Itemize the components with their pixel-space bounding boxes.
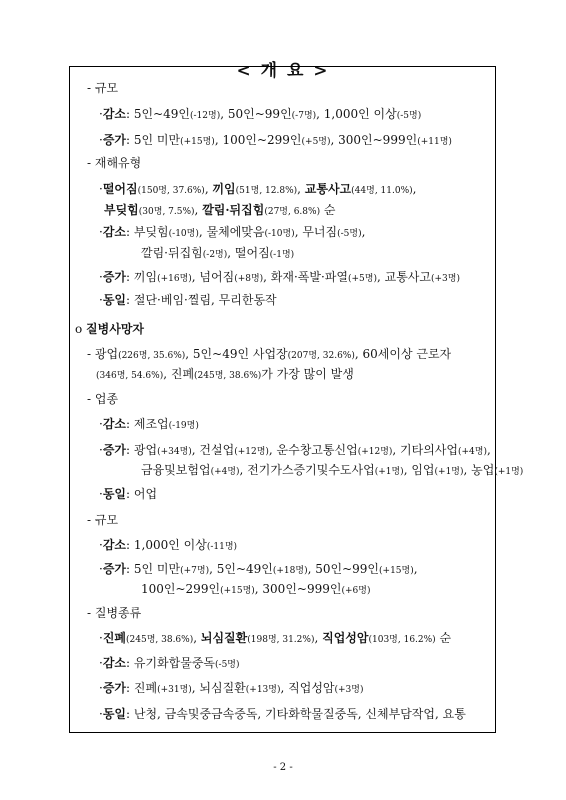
text-line: - 재해유형 — [87, 156, 142, 170]
text-line: (346명, 54.6%), 진폐(245명, 38.6%)가 가장 많이 발생 — [96, 367, 354, 381]
text-line: ·동일: 절단·베임·찔림, 무리한동작 — [99, 293, 277, 307]
page-number: - 2 - — [273, 762, 293, 773]
text-line: ·증가: 진폐(+31명), 뇌심질환(+13명), 직업성암(+3명) — [99, 681, 364, 695]
text-line: - 업종 — [87, 392, 119, 406]
text-line: ·감소: 부딪힘(-10명), 물체에맞음(-10명), 무너짐(-5명), — [99, 225, 366, 239]
text-line: ·감소: 1,000인 이상(-11명) — [99, 538, 238, 552]
text-line: ·증가: 끼임(+16명), 넘어짐(+8명), 화재·폭발·파열(+5명), 교통사고(+3명) — [99, 270, 460, 284]
text-line: ·동일: 난청, 금속및중금속중독, 기타화학물질중독, 신체부담작업, 요통 — [99, 707, 466, 721]
text-line: - 광업(226명, 35.6%), 5인~49인 사업장(207명, 32.6%), 60세이상 근로자 — [87, 347, 452, 361]
page-title: < 개 요 > — [0, 56, 566, 81]
text-line: ·진폐(245명, 38.6%), 뇌심질환(198명, 31.2%), 직업성암(103명, 16.2%) 순 — [99, 631, 452, 645]
text-line: ·감소: 제조업(-19명) — [99, 417, 199, 431]
text-line: ·감소: 유기화합물중독(-5명) — [99, 656, 240, 670]
text-line: 깔림·뒤집힘(-2명), 떨어짐(-1명) — [141, 246, 295, 260]
text-line: ·감소: 5인~49인(-12명), 50인~99인(-7명), 1,000인 이상(-5명) — [99, 107, 422, 121]
text-line: 부딪힘(30명, 7.5%), 깔림·뒤집힘(27명, 6.8%) 순 — [104, 203, 336, 217]
text-line: ·증가: 5인 미만(+7명), 5인~49인(+18명), 50인~99인(+15명), — [99, 562, 418, 576]
text-line: ·증가: 광업(+34명), 건설업(+12명), 운수창고통신업(+12명), 기타의사업(+4명), — [99, 443, 491, 457]
text-line: 100인~299인(+15명), 300인~999인(+6명) — [141, 582, 371, 596]
text-line: 금융및보험업(+4명), 전기가스증기및수도사업(+1명), 임업(+1명), 농업(+1명) — [141, 463, 524, 477]
text-line: ·증가: 5인 미만(+15명), 100인~299인(+5명), 300인~999인(+11명) — [99, 133, 452, 147]
text-line: ·동일: 어업 — [99, 487, 158, 501]
text-line: - 규모 — [87, 81, 119, 95]
text-line: ·떨어짐(150명, 37.6%), 끼임(51명, 12.8%), 교통사고(44명, 11.0%), — [99, 182, 417, 196]
text-line: - 질병종류 — [87, 606, 142, 620]
text-line: o 질병사망자 — [75, 322, 145, 336]
text-line: - 규모 — [87, 513, 119, 527]
